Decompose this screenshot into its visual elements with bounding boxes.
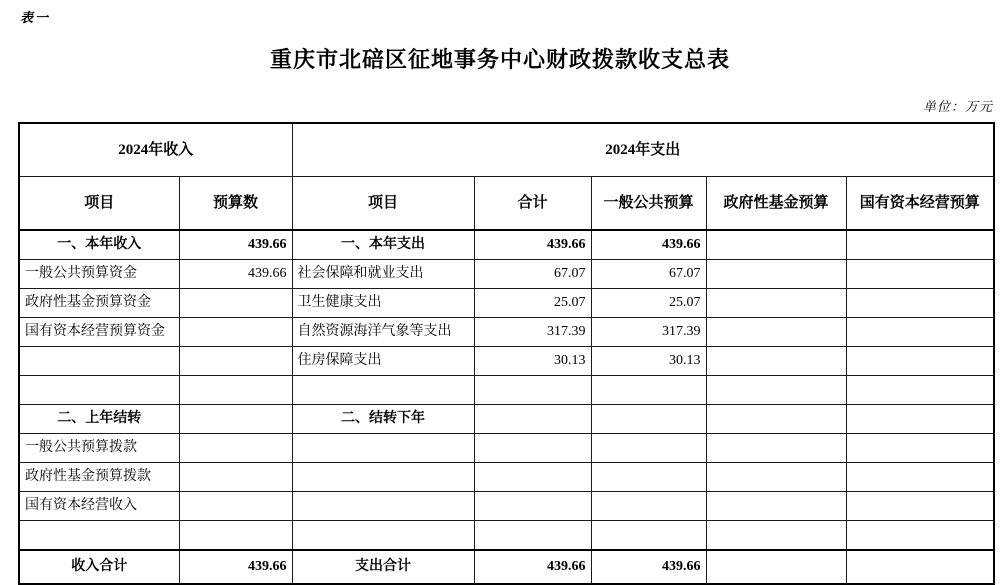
income-total-value-cell: 439.66 — [179, 550, 292, 584]
expense-general-cell: 67.07 — [591, 260, 706, 289]
expense-general-cell — [591, 492, 706, 521]
expense-total-cell — [474, 492, 591, 521]
expense-total-cell: 317.39 — [474, 318, 591, 347]
expense-state-capital-cell — [846, 230, 994, 260]
expense-total-cell: 67.07 — [474, 260, 591, 289]
expense-general-total-cell: 439.66 — [591, 550, 706, 584]
expense-gov-fund-total-cell — [706, 550, 846, 584]
income-budget-cell: 439.66 — [179, 260, 292, 289]
table-sequence-label: 表一 — [20, 10, 51, 25]
expense-general-cell — [591, 463, 706, 492]
income-item-cell — [19, 376, 179, 405]
income-budget-cell — [179, 492, 292, 521]
header-expense-state-capital: 国有资本经营预算 — [846, 177, 994, 231]
expense-state-capital-cell — [846, 289, 994, 318]
expense-general-cell — [591, 376, 706, 405]
income-budget-cell — [179, 289, 292, 318]
expense-item-cell — [292, 521, 474, 551]
expense-general-cell — [591, 434, 706, 463]
income-budget-cell — [179, 463, 292, 492]
expense-general-cell: 25.07 — [591, 289, 706, 318]
income-total-label-cell: 收入合计 — [19, 550, 179, 584]
expense-total-cell — [474, 521, 591, 551]
income-item-cell: 国有资本经营收入 — [19, 492, 179, 521]
table-row — [19, 376, 994, 405]
expense-item-cell — [292, 463, 474, 492]
expense-state-capital-total-cell — [846, 550, 994, 584]
expense-gov-fund-cell — [706, 347, 846, 376]
table-row — [19, 318, 994, 347]
expense-general-cell — [591, 521, 706, 551]
income-budget-cell — [179, 521, 292, 551]
expense-gov-fund-cell — [706, 260, 846, 289]
expense-item-cell — [292, 492, 474, 521]
expense-gov-fund-cell — [706, 318, 846, 347]
expense-item-cell: 卫生健康支出 — [292, 289, 474, 318]
expense-state-capital-cell — [846, 463, 994, 492]
expense-state-capital-cell — [846, 405, 994, 434]
expense-item-cell: 住房保障支出 — [292, 347, 474, 376]
expense-item-cell: 二、结转下年 — [292, 405, 474, 434]
header-expense-gov-fund: 政府性基金预算 — [706, 177, 846, 231]
expense-general-cell — [591, 405, 706, 434]
expense-total-cell — [474, 405, 591, 434]
income-budget-cell — [179, 405, 292, 434]
table-total-row — [19, 550, 994, 584]
expense-item-cell: 一、本年支出 — [292, 230, 474, 260]
income-item-cell: 二、上年结转 — [19, 405, 179, 434]
table-group-header-row — [19, 123, 994, 177]
header-income-item: 项目 — [19, 177, 179, 231]
header-expense-group: 2024年支出 — [292, 123, 994, 177]
header-income-group: 2024年收入 — [19, 123, 292, 177]
expense-total-cell: 30.13 — [474, 347, 591, 376]
expense-item-cell — [292, 434, 474, 463]
income-item-cell — [19, 347, 179, 376]
budget-summary-table — [18, 122, 995, 585]
income-budget-cell: 439.66 — [179, 230, 292, 260]
header-expense-total: 合计 — [474, 177, 591, 231]
expense-gov-fund-cell — [706, 405, 846, 434]
expense-general-cell: 439.66 — [591, 230, 706, 260]
income-budget-cell — [179, 434, 292, 463]
income-budget-cell — [179, 318, 292, 347]
expense-gov-fund-cell — [706, 434, 846, 463]
income-item-cell: 政府性基金预算拨款 — [19, 463, 179, 492]
income-item-cell: 政府性基金预算资金 — [19, 289, 179, 318]
unit-note: 单位：万元 — [922, 99, 993, 114]
expense-total-cell — [474, 434, 591, 463]
expense-total-cell: 439.66 — [474, 230, 591, 260]
expense-total-cell: 25.07 — [474, 289, 591, 318]
income-budget-cell — [179, 347, 292, 376]
header-income-budget: 预算数 — [179, 177, 292, 231]
table-row — [19, 260, 994, 289]
expense-general-cell: 317.39 — [591, 318, 706, 347]
table-row — [19, 521, 994, 551]
header-expense-item: 项目 — [292, 177, 474, 231]
table-row — [19, 230, 994, 260]
expense-gov-fund-cell — [706, 492, 846, 521]
income-item-cell: 一、本年收入 — [19, 230, 179, 260]
expense-general-cell: 30.13 — [591, 347, 706, 376]
income-budget-cell — [179, 376, 292, 405]
header-expense-general: 一般公共预算 — [591, 177, 706, 231]
expense-item-cell: 社会保障和就业支出 — [292, 260, 474, 289]
expense-state-capital-cell — [846, 521, 994, 551]
expense-total-cell — [474, 376, 591, 405]
expense-item-cell: 自然资源海洋气象等支出 — [292, 318, 474, 347]
table-row — [19, 463, 994, 492]
table-row — [19, 289, 994, 318]
expense-state-capital-cell — [846, 318, 994, 347]
expense-total-cell — [474, 463, 591, 492]
table-row — [19, 434, 994, 463]
table-row — [19, 492, 994, 521]
income-item-cell: 一般公共预算资金 — [19, 260, 179, 289]
page-title: 重庆市北碚区征地事务中心财政拨款收支总表 — [269, 47, 730, 72]
expense-gov-fund-cell — [706, 289, 846, 318]
table-row — [19, 405, 994, 434]
expense-state-capital-cell — [846, 376, 994, 405]
income-item-cell: 国有资本经营预算资金 — [19, 318, 179, 347]
table-column-header-row — [19, 177, 994, 231]
expense-state-capital-cell — [846, 347, 994, 376]
expense-gov-fund-cell — [706, 230, 846, 260]
table-row — [19, 347, 994, 376]
expense-state-capital-cell — [846, 434, 994, 463]
expense-total-label-cell: 支出合计 — [292, 550, 474, 584]
expense-total-value-cell: 439.66 — [474, 550, 591, 584]
expense-gov-fund-cell — [706, 521, 846, 551]
expense-state-capital-cell — [846, 260, 994, 289]
expense-gov-fund-cell — [706, 463, 846, 492]
expense-state-capital-cell — [846, 492, 994, 521]
income-item-cell — [19, 521, 179, 551]
expense-item-cell — [292, 376, 474, 405]
expense-gov-fund-cell — [706, 376, 846, 405]
income-item-cell: 一般公共预算拨款 — [19, 434, 179, 463]
